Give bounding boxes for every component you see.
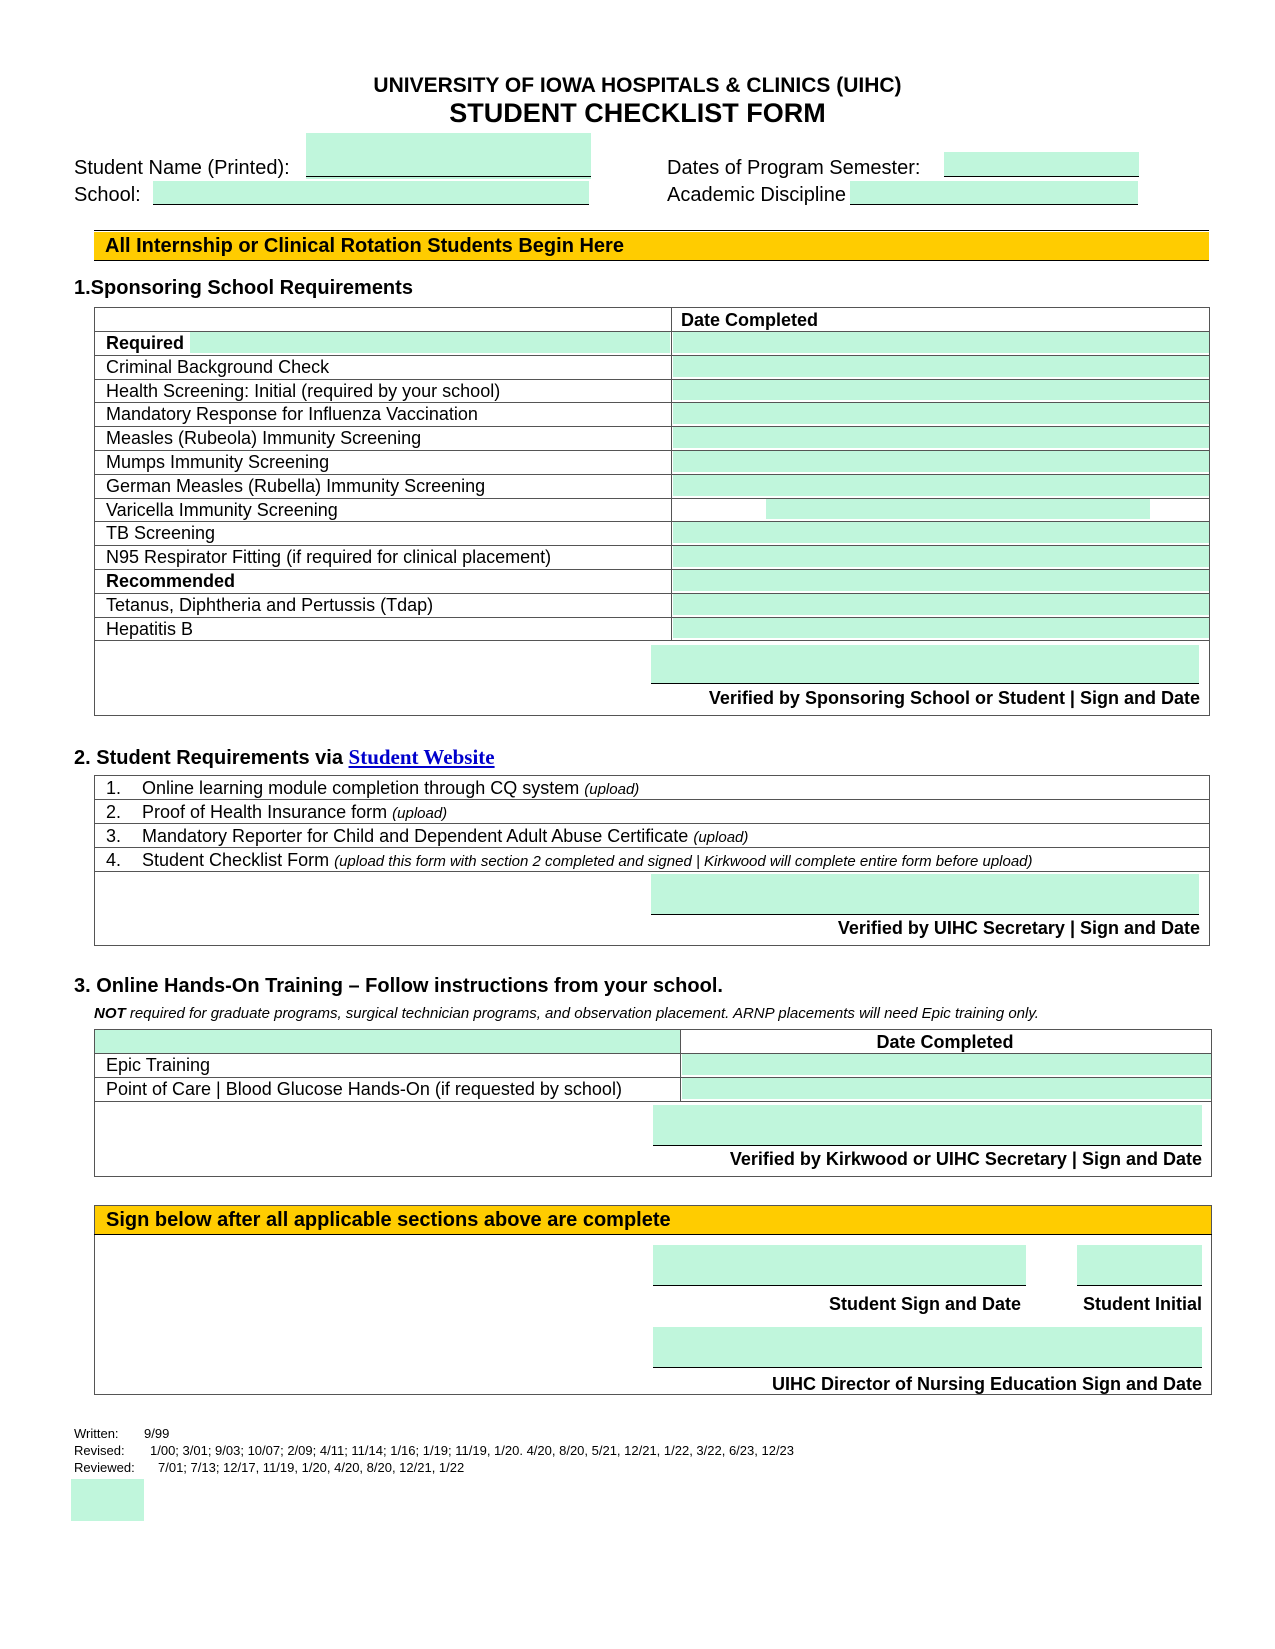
footer-reviewed-value: 7/01; 7/13; 12/17, 11/19, 1/20, 4/20, 8/20, 12/21, 1/22: [158, 1460, 465, 1475]
program-dates-field[interactable]: [944, 152, 1139, 177]
section1-required-field[interactable]: [190, 332, 670, 353]
section1-date-field[interactable]: [673, 332, 1209, 353]
section3-row-label: Point of Care | Blood Glucose Hands-On (if requested by school): [106, 1079, 622, 1099]
academic-discipline-underline: [850, 204, 1138, 205]
school-underline: [153, 204, 589, 205]
school-label: School:: [74, 184, 141, 206]
section3-row-label: Epic Training: [106, 1055, 211, 1075]
section1-row-label: Recommended: [106, 571, 236, 591]
section1-date-field[interactable]: [673, 380, 1209, 401]
section3-heading: 3. Online Hands-On Training – Follow instructions from your school.: [74, 975, 723, 997]
director-sign-label: UIHC Director of Nursing Education Sign and Date: [771, 1374, 1202, 1394]
director-signature-line: [653, 1367, 1202, 1368]
student-initial-field[interactable]: [1077, 1245, 1202, 1285]
section1-signature-line: [651, 683, 1199, 684]
section3-signature-field[interactable]: [653, 1105, 1202, 1145]
section1-row-label: N95 Respirator Fitting (if required for clinical placement): [106, 547, 552, 568]
section2-item-text: Proof of Health Insurance form: [142, 802, 388, 822]
section1-heading: 1.Sponsoring School Requirements: [74, 277, 413, 299]
section2-item-text: Online learning module completion through CQ system: [142, 778, 580, 798]
section2-signature-field[interactable]: [651, 874, 1199, 914]
section1-verify-label: Verified by Sponsoring School or Student | Sign and Date: [708, 688, 1200, 708]
footer-revised-label: Revised:: [74, 1443, 125, 1458]
section3-date-field[interactable]: [682, 1054, 1211, 1075]
footer-written-value: 9/99: [144, 1426, 170, 1441]
academic-discipline-field[interactable]: [850, 181, 1138, 205]
section1-row-label: Required: [106, 333, 185, 353]
section1-signature-field[interactable]: [651, 645, 1199, 683]
section2-item-note: (upload this form with section 2 completed and signed | Kirkwood will complete entire form before upload): [334, 853, 1033, 870]
section1-row-label: Measles (Rubeola) Immunity Screening: [106, 428, 422, 449]
program-dates-label: Dates of Program Semester:: [667, 157, 921, 179]
section1-date-field[interactable]: [673, 451, 1209, 472]
section1-date-field[interactable]: [673, 427, 1209, 448]
form-title: STUDENT CHECKLIST FORM: [449, 98, 826, 128]
sign-below-banner-rule: [94, 1234, 1212, 1235]
section1-row-rule: [94, 640, 1210, 641]
section3-note-text: required for graduate programs, surgical technician programs, and observation placement. ARNP placements will need Epic training only.: [125, 1005, 1039, 1022]
section1-date-field[interactable]: [673, 546, 1209, 567]
student-name-underline: [306, 176, 591, 177]
program-dates-underline: [944, 176, 1139, 177]
footer-blank-field[interactable]: [71, 1479, 144, 1521]
section1-row-label: German Measles (Rubella) Immunity Screening: [106, 475, 486, 496]
section2-heading-text: 2. Student Requirements via: [74, 747, 343, 769]
section2-item-number: 3.: [106, 826, 122, 846]
section1-date-field[interactable]: [673, 522, 1209, 543]
section2-heading: [74, 745, 495, 770]
section1-date-field[interactable]: [673, 570, 1209, 591]
student-sign-label: Student Sign and Date: [828, 1294, 1021, 1314]
section1-row-label: TB Screening: [106, 523, 216, 544]
section1-date-field[interactable]: [673, 356, 1209, 377]
section3-note-emphasis: NOT: [94, 1005, 126, 1022]
student-initial-line: [1077, 1285, 1202, 1286]
section1-date-field[interactable]: [673, 594, 1209, 615]
section2-verify-label: Verified by UIHC Secretary | Sign and Date: [837, 918, 1200, 938]
section1-row-label: Hepatitis B: [106, 618, 194, 639]
section2-item-number: 4.: [106, 850, 122, 870]
student-initial-label: Student Initial: [1083, 1294, 1202, 1314]
section2-item-number: 2.: [106, 802, 122, 822]
section1-row-label: Mumps Immunity Screening: [106, 452, 330, 472]
begin-here-banner: All Internship or Clinical Rotation Students Begin Here: [94, 232, 1209, 260]
section1-date-field[interactable]: [766, 499, 1150, 520]
student-name-label: Student Name (Printed):: [74, 157, 290, 179]
section1-date-field[interactable]: [673, 618, 1209, 639]
section3-date-field[interactable]: [682, 1078, 1211, 1099]
sign-below-banner: Sign below after all applicable sections above are complete: [95, 1206, 1211, 1234]
section3-row-rule: [94, 1101, 1212, 1102]
section2-item-note: (upload): [693, 829, 749, 846]
section2-item-text: Student Checklist Form: [142, 850, 330, 870]
academic-discipline-label: Academic Discipline: [667, 184, 846, 206]
banner-top-rule: [94, 230, 1209, 231]
student-signature-field[interactable]: [653, 1245, 1026, 1285]
section1-row-label: Criminal Background Check: [106, 356, 330, 377]
section2-row-rule: [94, 871, 1210, 872]
director-signature-field[interactable]: [653, 1327, 1202, 1367]
section2-item-text: Mandatory Reporter for Child and Dependent Adult Abuse Certificate: [142, 826, 689, 846]
footer-reviewed-label: Reviewed:: [74, 1460, 135, 1475]
section1-row-label: Mandatory Response for Influenza Vaccination: [106, 404, 478, 425]
banner-bottom-rule: [94, 260, 1209, 261]
school-field[interactable]: [153, 181, 589, 205]
footer-written-label: Written:: [74, 1426, 119, 1441]
section3-note: [94, 1005, 1039, 1022]
section1-row-label: Tetanus, Diphtheria and Pertussis (Tdap): [106, 594, 434, 615]
student-signature-line: [653, 1285, 1026, 1286]
section1-date-field[interactable]: [673, 403, 1209, 424]
section1-row-label: Varicella Immunity Screening: [106, 499, 338, 520]
section1-date-header: Date Completed: [681, 310, 819, 330]
footer-revised-value: 1/00; 3/01; 9/03; 10/07; 2/09; 4/11; 11/14; 1/16; 1/19; 11/19, 1/20. 4/20, 8/20, 5/21, 12/21, 1/22, 3/22, 6/23, 12/23: [150, 1443, 795, 1458]
section2-item-number: 1.: [106, 778, 122, 798]
section3-date-header: Date Completed: [876, 1032, 1014, 1052]
section2-item-note: (upload): [584, 781, 640, 798]
section3-signature-line: [653, 1145, 1202, 1146]
section2-item-note: (upload): [392, 805, 448, 822]
student-name-field[interactable]: [306, 133, 591, 179]
student-website-link[interactable]: Student Website: [348, 745, 495, 769]
institution-title: UNIVERSITY OF IOWA HOSPITALS & CLINICS (UIHC): [373, 74, 902, 97]
section2-signature-line: [651, 914, 1199, 915]
section1-row-label: Health Screening: Initial (required by your school): [106, 380, 501, 401]
section3-verify-label: Verified by Kirkwood or UIHC Secretary | Sign and Date: [729, 1149, 1202, 1169]
section3-header-field[interactable]: [95, 1030, 680, 1053]
section1-date-field[interactable]: [673, 475, 1209, 496]
